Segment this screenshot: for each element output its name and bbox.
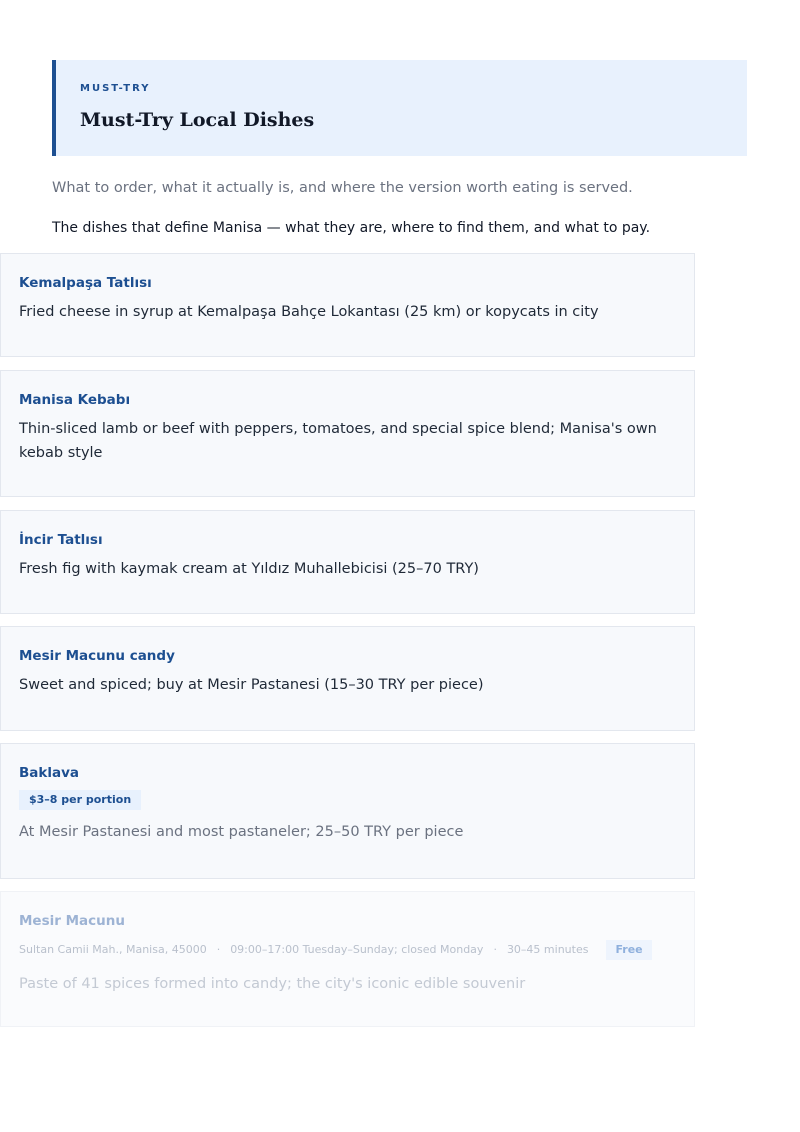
hours-text: 09:00–17:00 Tuesday–Sunday; closed Monday [230,943,484,956]
dish-card [0,626,695,731]
address-text: Sultan Camii Mah., Manisa, 45000 [19,943,207,956]
dish-card [0,743,695,879]
dish-description: Paste of 41 spices formed into candy; the city's iconic edible souvenir [19,976,526,992]
section-subtitle: What to order, what it actually is, and where the version worth eating is served. [52,180,633,196]
price-badge: $3–8 per portion [19,790,141,810]
dish-name: Kemalpaşa Tatlısı [19,275,152,291]
dish-meta-row [19,940,676,960]
dish-description: Fresh fig with kaymak cream at Yıldız Muhallebicisi (25–70 TRY) [19,561,479,577]
dish-name: Mesir Macunu candy [19,648,175,664]
meta-separator: · [493,943,497,956]
section-header [52,60,747,156]
dish-name: Manisa Kebabı [19,392,131,408]
dish-name: Baklava [19,765,80,781]
dish-description: At Mesir Pastanesi and most pastaneler; 25–50 TRY per piece [19,824,464,840]
dish-description: Thin-sliced lamb or beef with peppers, tomatoes, and special spice blend; Manisa's own kebab style [19,421,657,461]
dish-card [0,891,695,1027]
duration-text: 30–45 minutes [506,943,589,956]
meta-separator: · [216,943,221,956]
dish-card [0,370,695,497]
dish-name: İncir Tatlısı [19,532,103,548]
dish-description: Fried cheese in syrup at Kemalpaşa Bahçe Lokantası (25 km) or kopycats in city [19,304,599,320]
dish-card [0,253,695,357]
section-eyebrow: MUST-TRY [80,83,151,94]
section-title: Must-Try Local Dishes [80,109,315,131]
dish-name: Mesir Macunu [19,913,125,929]
price-badge: Free [606,940,651,960]
page [52,60,747,238]
section-intro: The dishes that define Manisa — what they are, where to find them, and what to pay. [52,220,651,236]
dish-description: Sweet and spiced; buy at Mesir Pastanesi (15–30 TRY per piece) [19,677,484,693]
dish-card [0,510,695,614]
